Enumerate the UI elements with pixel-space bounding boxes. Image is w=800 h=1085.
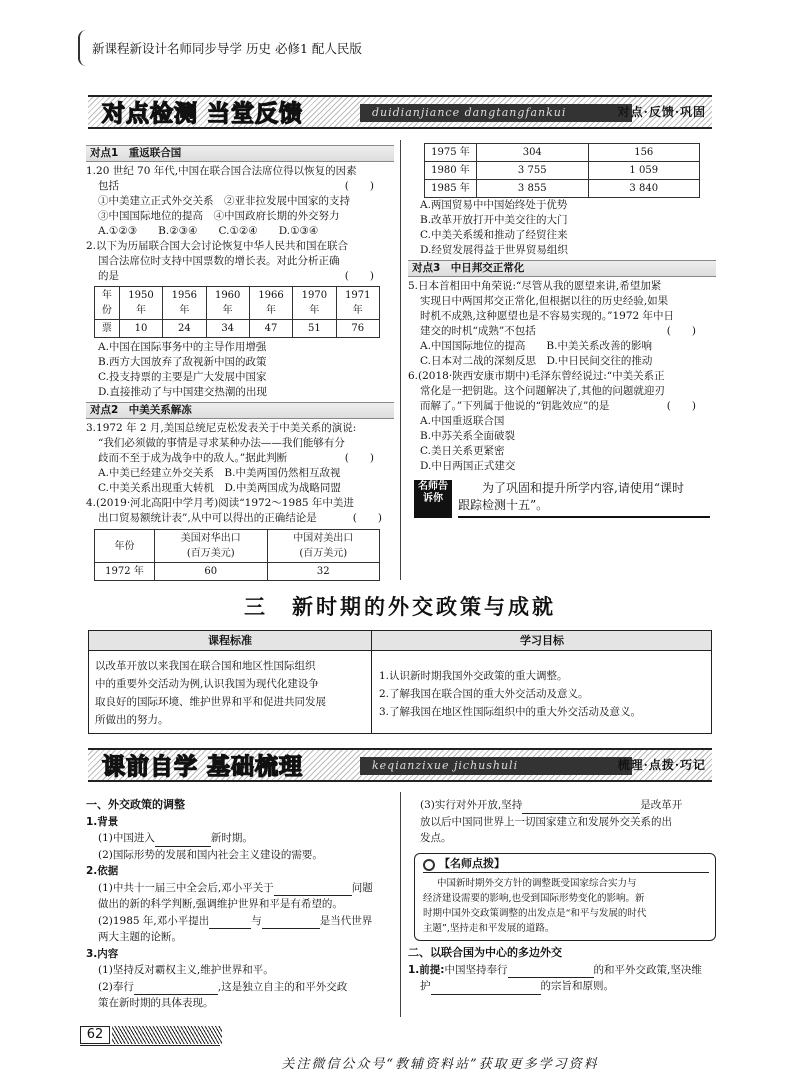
blank-field[interactable] <box>262 917 320 929</box>
blank-field[interactable] <box>155 835 211 847</box>
tip-text: 为了巩固和提升所学内容,请使用“课时 <box>482 481 684 495</box>
standards-header: 课程标准 <box>208 634 252 647</box>
heading-policy-adjust: 一、外交政策的调整 <box>86 798 185 811</box>
blank-field[interactable] <box>522 802 640 814</box>
page-header: 新课程新设计名师同步导学 历史 必修1 配人民版 <box>92 41 362 56</box>
subheading-content: 3.内容 <box>86 947 119 960</box>
q1-option: A.①②③ B.②③④ C.①②④ D.①③④ <box>98 225 319 237</box>
text-line: 发点。 <box>420 832 452 844</box>
q6-option: D.中日两国正式建交 <box>420 460 516 472</box>
text-line: 两大主题的论断。 <box>98 931 182 943</box>
standard-line: 取良好的国际环境、维护世界和平和促进共同发展 <box>95 696 326 708</box>
section-band-practice <box>88 95 712 129</box>
subheading-background: 1.背景 <box>86 815 119 828</box>
fill-line: (3)实行对外开放,坚持 是改革开 <box>408 797 716 814</box>
band-title: 对点检测 当堂反馈 <box>102 101 304 127</box>
column-divider <box>400 140 401 580</box>
fill-line: (1)中国进入 新时期。 <box>86 830 394 847</box>
q2-option: C.投支持票的主要是广大发展中国家 <box>98 371 267 383</box>
fill-line: (1)中共十一届三中全会后,邓小平关于 问题 <box>86 880 394 897</box>
section-title: 三 新时期的外交政策与成就 <box>244 595 556 619</box>
q2-option: B.西方大国放弃了敌视新中国的政策 <box>98 356 267 368</box>
trade-table: 年份 美国对华出口 (百万美元) 中国对美出口 (百万美元) 1972 年 60 32 <box>94 529 380 581</box>
q5-option: C.日本对二战的深刻反思 D.中日民间交往的推动 <box>420 355 653 367</box>
teacher-tip-box <box>408 480 716 518</box>
standard-line: 以改革开放以来我国在联合国和地区性国际组织 <box>95 660 316 672</box>
standard-line: 中的重要外交活动为例,认识我国为现代化建设争 <box>95 678 319 690</box>
goal-item: 1.认识新时期我国外交政策的重大调整。 <box>379 670 568 682</box>
page-number: 62 <box>80 1026 110 1044</box>
q1-line: 包括 ( ) <box>98 180 374 192</box>
text-line: 策在新时期的具体表现。 <box>98 997 214 1009</box>
blank-field[interactable] <box>431 983 541 995</box>
topic-1-heading: 对点1 重返联合国 <box>86 145 394 162</box>
fill-line: 护 的宗旨和原则。 <box>408 978 716 995</box>
q3-option: A.中美已经建立外交关系 B.中美两国仍然相互敌视 <box>98 467 341 479</box>
fill-line: (2)奉行 ,这是独立自主的和平外交政 <box>86 979 394 996</box>
fill-line: 1.前提:中国坚持奉行 的和平外交政策,坚决维 <box>408 962 716 979</box>
tip-line: 主题”,坚持走和平发展的道路。 <box>423 923 555 934</box>
q3-line: 3.1972 年 2 月,美国总统尼克松发表关于中美关系的演说: <box>86 422 357 434</box>
subheading-basis: 2.依据 <box>86 865 119 877</box>
left-column-study <box>86 797 394 1012</box>
standards-box <box>88 630 712 734</box>
q5-line: 时机不成熟,这种愿望也是不容易实现的。”1972 年中日 <box>420 310 675 322</box>
goal-item: 2.了解我国在联合国的重大外交活动及意义。 <box>379 688 589 700</box>
q6-line: 6.(2018·陕西安康市期中)毛泽东曾经说过:“中美关系正 <box>408 370 665 382</box>
goals-header: 学习目标 <box>520 634 564 647</box>
header-bracket <box>78 30 86 66</box>
tip-badge: 名师告诉你 <box>414 480 452 518</box>
q6-line: 常化是一把钥匙。这个问题解决了,其他的问题就迎刃 <box>420 385 665 397</box>
q2-line: 的是 ( ) <box>98 270 374 282</box>
q4-line: 出口贸易额统计表”,从中可以得出的正确结论是 ( ) <box>98 512 382 524</box>
standard-line: 所做出的努力。 <box>95 714 169 726</box>
q3-option: C.中美关系出现重大转机 D.中美两国成为战略同盟 <box>98 482 341 494</box>
blank-field[interactable] <box>209 917 251 929</box>
band-latin: duidianjiance dangtangfankui <box>360 104 632 122</box>
footer-hatch <box>112 1026 222 1044</box>
votes-table: 年份 1950 年 1956 年 1960 年 1966 年 1970 年 1971 年 票 10 24 34 47 51 76 <box>94 286 380 338</box>
text-line: 放以后中国同世界上一切国家建立和发展外交关系的出 <box>420 815 672 828</box>
text-line: (2)国际形势的发展和国内社会主义建设的需要。 <box>98 848 323 861</box>
left-column-practice <box>86 143 394 581</box>
q2-option: D.直接推动了与中国建交热潮的出现 <box>98 386 267 398</box>
q2-line: 2.以下为历届联合国大会讨论恢复中华人民共和国在联合 <box>86 240 349 252</box>
topic-2-heading: 对点2 中美关系解冻 <box>86 402 394 419</box>
footer-slogan: 关注微信公众号“教辅资料站”获取更多学习资料 <box>281 1057 599 1072</box>
q4-option: A.两国贸易中中国始终处于优势 <box>420 199 568 211</box>
q6-option: B.中苏关系全面破裂 <box>420 430 516 442</box>
trade-table-continued: 1975 年 304 156 1980 年 3 755 1 059 1985 年 3 855 3 840 <box>424 143 700 198</box>
blank-field[interactable] <box>134 983 218 995</box>
q6-option: C.美日关系更紧密 <box>420 445 505 457</box>
band-tagline: 对点·反馈·巩固 <box>617 105 706 119</box>
q2-line: 国合法席位时支持中国票数的增长表。对此分析正确 <box>98 255 340 267</box>
q5-line: 实现日中两国邦交正常化,但根据以往的历史经验,如果 <box>420 295 669 307</box>
text-line: (1)坚持反对霸权主义,维护世界和平。 <box>98 964 274 976</box>
tip-line: 经济建设需要的影响,也受到国际形势变化的影响。新 <box>423 893 645 904</box>
q1-option: ③中国国际地位的提高 ④中国政府长期的外交努力 <box>98 210 340 222</box>
q1-line: 1.20 世纪 70 年代,中国在联合国合法席位得以恢复的因素 <box>86 165 357 177</box>
blank-field[interactable] <box>274 884 352 896</box>
topic-3-heading: 对点3 中日邦交正常化 <box>408 260 716 277</box>
tip-text: 跟踪检测十五”。 <box>458 498 549 512</box>
magnifier-icon <box>423 859 435 871</box>
band-tagline: 梳理·点拨·巧记 <box>617 758 706 772</box>
column-divider <box>400 792 401 1017</box>
text-line: 做出的新的科学判断,强调维护世界和平是有希望的。 <box>98 898 343 910</box>
footer-rule <box>80 1045 220 1046</box>
q6-option: A.中国重返联合国 <box>420 415 505 427</box>
q5-line: 5.日本首相田中角荣说:“尽管从我的愿望来讲,希望加紧 <box>408 280 662 292</box>
right-column-practice <box>408 143 716 518</box>
q4-option: C.中美关系缓和推动了经贸往来 <box>420 229 568 241</box>
fill-line: (2)1985 年,邓小平提出 与 是当代世界 <box>86 913 394 930</box>
q1-option: ①中美建立正式外交关系 ②亚非拉发展中国家的支持 <box>98 195 350 207</box>
q5-option: A.中国国际地位的提高 B.中美关系改善的影响 <box>420 340 652 352</box>
tip-title: 【名师点拨】 <box>439 856 505 870</box>
section-band-self-study <box>88 748 712 782</box>
q2-option: A.中国在国际事务中的主导作用增强 <box>98 341 267 353</box>
expert-tip-box <box>414 853 716 942</box>
q6-line: 而解了。”下列属于他说的“钥匙效应”的是 ( ) <box>420 400 696 412</box>
heading-un-diplomacy: 二、以联合国为中心的多边外交 <box>408 946 562 959</box>
q3-line: “我们必须做的事情是寻求某种办法——我们能够有分 <box>98 437 345 449</box>
right-column-study <box>408 797 716 995</box>
q3-line: 歧而不至于成为战争中的敌人。”据此判断 ( ) <box>98 452 374 464</box>
tip-line: 中国新时期外交方针的调整既受国家综合实力与 <box>437 878 637 889</box>
q5-line: 建交的时机“成熟”不包括 ( ) <box>420 325 696 337</box>
tip-line: 时期中国外交政策调整的出发点是“和平与发展的时代 <box>423 908 647 919</box>
q4-option: B.改革开放打开中美交往的大门 <box>420 214 568 226</box>
blank-field[interactable] <box>508 966 594 978</box>
band-latin: keqianzixue jichushuli <box>360 757 632 775</box>
q4-option: D.经贸发展得益于世界贸易组织 <box>420 244 568 256</box>
band-title: 课前自学 基础梳理 <box>102 754 304 780</box>
q4-line: 4.(2019·河北高阳中学月考)阅读“1972～1985 年中美进 <box>86 497 354 509</box>
goal-item: 3.了解我国在地区性国际组织中的重大外交活动及意义。 <box>379 706 642 718</box>
